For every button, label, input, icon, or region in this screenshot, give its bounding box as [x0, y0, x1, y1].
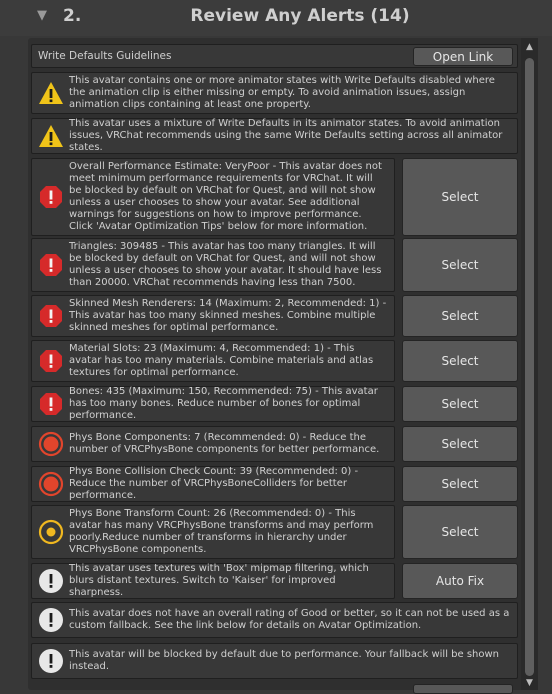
info-icon [38, 648, 64, 674]
medium-icon [38, 519, 64, 545]
select-button[interactable]: Select [402, 340, 518, 382]
alert-text: Bones: 435 (Maximum: 150, Recommended: 75) - This avatar has too many bones. Reduce number of bones for optimal performance. [69, 386, 378, 421]
alert-row [31, 466, 395, 502]
error-icon [38, 252, 64, 278]
error-icon [38, 184, 64, 210]
alert-text: Phys Bone Collision Check Count: 39 (Recommended: 0) - Reduce the number of VRCPhysBoneColliders for better performance. [69, 466, 359, 501]
alert-text: Phys Bone Components: 7 (Recommended: 0) - Reduce the number of VRCPhysBone components for better performance. [69, 432, 380, 455]
select-button[interactable]: Select [402, 295, 518, 337]
section-header[interactable] [0, 0, 552, 36]
alert-text: Phys Bone Transform Count: 26 (Recommended: 0) - This avatar has many VRCPhysBone transforms and may perform poorly.Reduce number of transforms in hierarchy under VRCPhysBone components. [69, 508, 374, 555]
scroll-down-arrow-icon[interactable]: ▼ [526, 678, 533, 688]
warning-icon [38, 80, 64, 106]
error-icon [38, 391, 64, 417]
error-icon [38, 303, 64, 329]
poor-icon [38, 471, 64, 497]
open-link-button[interactable]: Open Link [413, 47, 513, 66]
alert-row [31, 118, 518, 154]
step-number: 2. [63, 6, 82, 26]
alert-text: Material Slots: 23 (Maximum: 4, Recommended: 1) - This avatar has too many materials. Combine materials and atlas textures for optimal performance. [69, 343, 374, 378]
alert-text: Skinned Mesh Renderers: 14 (Maximum: 2, Recommended: 1) - This avatar has too many skinned meshes. Combine multiple skinned meshes for optimal performance. [69, 298, 387, 333]
alert-text: Overall Performance Estimate: VeryPoor - This avatar does not meet minimum performance requirements for VRChat. It will be blocked by default on VRChat for Quest, and will not show unless a user chooses to show your avatar. See additional warnings for suggestions on how to improve performance. Click 'Avatar Optimization Tips' below for more information. [69, 161, 382, 232]
section-title: Review Any Alerts (14) [190, 6, 410, 26]
poor-icon [38, 431, 64, 457]
alert-row [31, 295, 395, 337]
alert-row [31, 386, 395, 422]
vertical-scrollbar[interactable] [521, 38, 538, 690]
select-button[interactable]: Select [402, 505, 518, 559]
alert-text: This avatar uses textures with 'Box' mipmap filtering, which blurs distant textures. Switch to 'Kaiser' for improved sharpness. [69, 563, 369, 598]
alert-row [31, 505, 395, 559]
alert-row [31, 643, 518, 679]
alert-row [31, 426, 395, 462]
warning-icon [38, 123, 64, 149]
foldout-arrow-icon[interactable]: ▼ [37, 8, 47, 23]
alert-row [31, 340, 395, 382]
select-button[interactable]: Select [402, 466, 518, 502]
alert-row [31, 158, 395, 236]
scroll-up-arrow-icon[interactable]: ▲ [526, 42, 533, 52]
partial-button[interactable] [413, 684, 513, 694]
alert-text: This avatar contains one or more animator states with Write Defaults disabled where the animation clip is either missing or empty. To avoid animation issues, assign animation clips containing at least one property. [69, 75, 495, 110]
alert-text: Triangles: 309485 - This avatar has too many triangles. It will be blocked by default on VRChat for Quest, and will not show unless a user chooses to show your avatar. It should have less than 20000. VRChat recommends having less than 7500. [69, 241, 382, 288]
alert-row [31, 563, 395, 599]
scroll-thumb[interactable] [525, 58, 534, 676]
select-button[interactable]: Select [402, 238, 518, 292]
alert-row [31, 602, 518, 638]
alert-text: This avatar uses a mixture of Write Defaults in its animator states. To avoid animation issues, VRChat recommends using the same Write Defaults setting across all animator states. [69, 118, 503, 153]
auto-fix-button[interactable]: Auto Fix [402, 563, 518, 599]
select-button[interactable]: Select [402, 158, 518, 236]
alert-text: This avatar does not have an overall rating of Good or better, so it can not be used as a custom fallback. See the link below for details on Avatar Optimization. [69, 608, 510, 631]
info-icon [38, 568, 64, 594]
select-button[interactable]: Select [402, 386, 518, 422]
alert-row [31, 72, 518, 114]
info-icon [38, 607, 64, 633]
guidelines-label: Write Defaults Guidelines [38, 50, 172, 62]
select-button[interactable]: Select [402, 426, 518, 462]
error-icon [38, 348, 64, 374]
alert-row [31, 238, 395, 292]
alert-text: This avatar will be blocked by default due to performance. Your fallback will be shown instead. [69, 649, 500, 672]
